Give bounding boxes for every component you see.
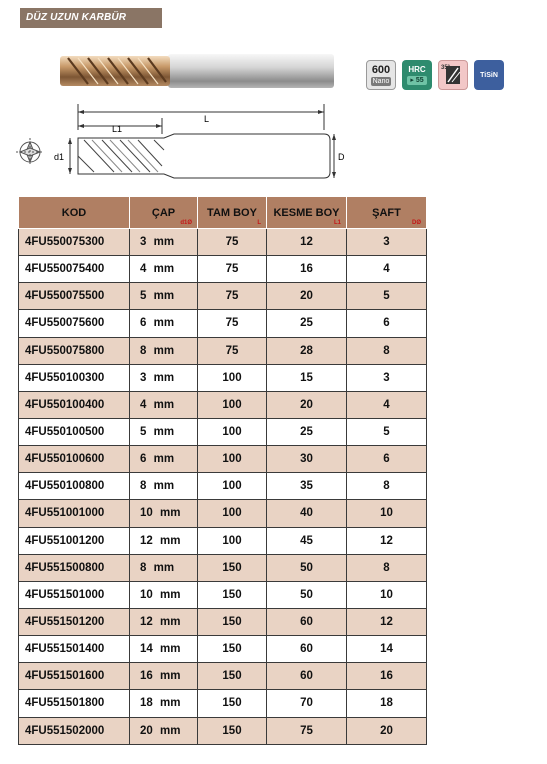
cell-kod: 4FU551501400: [19, 636, 130, 663]
cell-kod: 4FU550075800: [19, 337, 130, 364]
table-row: [19, 581, 427, 608]
cell-saft: 16: [347, 663, 427, 690]
cell-tam: 150: [198, 554, 267, 581]
cell-kod: 4FU550100600: [19, 446, 130, 473]
cell-cap: 5 mm: [130, 418, 198, 445]
cell-cap: 3 mm: [130, 364, 198, 391]
end-view-icon: [16, 138, 44, 166]
cell-kod: 4FU551501200: [19, 608, 130, 635]
cell-kod: 4FU551500800: [19, 554, 130, 581]
cell-kod: 4FU551001000: [19, 500, 130, 527]
cell-cap: 8 mm: [130, 554, 198, 581]
label-l1: L1: [112, 124, 123, 134]
cell-tam: 150: [198, 663, 267, 690]
cell-cap: 10 mm: [130, 500, 198, 527]
cell-cap: 5 mm: [130, 283, 198, 310]
cell-saft: 8: [347, 337, 427, 364]
cell-tam: 75: [198, 256, 267, 283]
cell-tam: 150: [198, 608, 267, 635]
section-title: DÜZ UZUN KARBÜR FREZE: [20, 8, 162, 28]
table-header-row: [19, 197, 427, 229]
cell-saft: 3: [347, 364, 427, 391]
table-row: [19, 473, 427, 500]
col-cap: ÇAP d1Ø: [130, 197, 198, 229]
cell-kesme: 50: [267, 554, 347, 581]
cell-kesme: 40: [267, 500, 347, 527]
cell-saft: 10: [347, 500, 427, 527]
cell-tam: 75: [198, 310, 267, 337]
cell-kesme: 25: [267, 418, 347, 445]
cell-cap: 6 mm: [130, 446, 198, 473]
cell-kesme: 45: [267, 527, 347, 554]
nano-coating-badge: 600 Nano: [366, 60, 396, 90]
table-row: [19, 446, 427, 473]
cell-saft: 3: [347, 229, 427, 256]
cell-saft: 18: [347, 690, 427, 717]
cell-kesme: 75: [267, 717, 347, 744]
table-row: [19, 500, 427, 527]
cell-saft: 5: [347, 283, 427, 310]
cell-kesme: 16: [267, 256, 347, 283]
table-row: [19, 283, 427, 310]
cell-tam: 100: [198, 364, 267, 391]
cell-kod: 4FU550075300: [19, 229, 130, 256]
cell-tam: 150: [198, 717, 267, 744]
cell-cap: 4 mm: [130, 391, 198, 418]
table-row: [19, 418, 427, 445]
cell-kesme: 60: [267, 663, 347, 690]
table-row: [19, 364, 427, 391]
col-kod: KOD: [19, 197, 130, 229]
table-row: [19, 229, 427, 256]
end-mill-photo: [58, 50, 338, 94]
cell-kod: 4FU551502000: [19, 717, 130, 744]
cell-saft: 6: [347, 446, 427, 473]
cell-tam: 150: [198, 636, 267, 663]
table-row: [19, 256, 427, 283]
cell-tam: 150: [198, 690, 267, 717]
col-tam-boy: TAM BOY L: [198, 197, 267, 229]
cell-kesme: 28: [267, 337, 347, 364]
cell-saft: 5: [347, 418, 427, 445]
col-kesme-boy: KESME BOY L1: [267, 197, 347, 229]
cell-kesme: 60: [267, 636, 347, 663]
cell-tam: 100: [198, 391, 267, 418]
cell-cap: 8 mm: [130, 473, 198, 500]
cell-kesme: 30: [267, 446, 347, 473]
cell-kesme: 20: [267, 283, 347, 310]
cell-saft: 8: [347, 473, 427, 500]
cell-cap: 16 mm: [130, 663, 198, 690]
table-row: [19, 608, 427, 635]
cell-saft: 20: [347, 717, 427, 744]
cell-cap: 8 mm: [130, 337, 198, 364]
cell-cap: 12 mm: [130, 527, 198, 554]
tisin-coating-badge: TiSiN: [474, 60, 504, 90]
cell-kesme: 20: [267, 391, 347, 418]
table-row: [19, 527, 427, 554]
cell-cap: 4 mm: [130, 256, 198, 283]
table-row: [19, 310, 427, 337]
cell-kesme: 12: [267, 229, 347, 256]
cell-saft: 4: [347, 391, 427, 418]
cell-kesme: 60: [267, 608, 347, 635]
cell-saft: 12: [347, 527, 427, 554]
cell-kod: 4FU551501600: [19, 663, 130, 690]
cell-cap: 18 mm: [130, 690, 198, 717]
cell-saft: 8: [347, 554, 427, 581]
cell-saft: 14: [347, 636, 427, 663]
cell-tam: 100: [198, 473, 267, 500]
technical-drawing: [14, 100, 354, 190]
cell-tam: 75: [198, 283, 267, 310]
table-row: [19, 717, 427, 744]
cell-kesme: 70: [267, 690, 347, 717]
cell-cap: 14 mm: [130, 636, 198, 663]
cell-kesme: 50: [267, 581, 347, 608]
cell-tam: 75: [198, 337, 267, 364]
cell-kod: 4FU550075400: [19, 256, 130, 283]
cell-kesme: 35: [267, 473, 347, 500]
spec-badges: [366, 60, 504, 90]
cell-tam: 100: [198, 500, 267, 527]
cell-saft: 6: [347, 310, 427, 337]
label-d: D: [338, 152, 345, 162]
cell-kod: 4FU551501000: [19, 581, 130, 608]
table-row: [19, 636, 427, 663]
cell-kod: 4FU550075600: [19, 310, 130, 337]
cell-saft: 12: [347, 608, 427, 635]
col-saft: ŞAFT DØ: [347, 197, 427, 229]
cell-tam: 100: [198, 418, 267, 445]
cell-kod: 4FU550100300: [19, 364, 130, 391]
cell-kod: 4FU550100400: [19, 391, 130, 418]
table-row: [19, 554, 427, 581]
table-row: [19, 337, 427, 364]
cell-kesme: 25: [267, 310, 347, 337]
cell-cap: 6 mm: [130, 310, 198, 337]
cell-kod: 4FU551501800: [19, 690, 130, 717]
cell-cap: 10 mm: [130, 581, 198, 608]
cell-kod: 4FU550100800: [19, 473, 130, 500]
cell-saft: 4: [347, 256, 427, 283]
product-table: [18, 196, 427, 745]
cell-kod: 4FU550075500: [19, 283, 130, 310]
cell-cap: 3 mm: [130, 229, 198, 256]
label-l: L: [204, 114, 210, 124]
table-row: [19, 663, 427, 690]
table-row: [19, 690, 427, 717]
table-body: [19, 229, 427, 745]
cell-tam: 75: [198, 229, 267, 256]
label-d1: d1: [54, 152, 65, 162]
cell-kod: 4FU550100500: [19, 418, 130, 445]
cell-tam: 150: [198, 581, 267, 608]
cell-cap: 12 mm: [130, 608, 198, 635]
cell-tam: 100: [198, 527, 267, 554]
table-row: [19, 391, 427, 418]
cell-saft: 10: [347, 581, 427, 608]
cell-kesme: 15: [267, 364, 347, 391]
cell-kod: 4FU551001200: [19, 527, 130, 554]
hrc-badge: HRC ▸ 55: [402, 60, 432, 90]
cell-tam: 100: [198, 446, 267, 473]
helix-angle-badge: 35°: [438, 60, 468, 90]
cell-cap: 20 mm: [130, 717, 198, 744]
